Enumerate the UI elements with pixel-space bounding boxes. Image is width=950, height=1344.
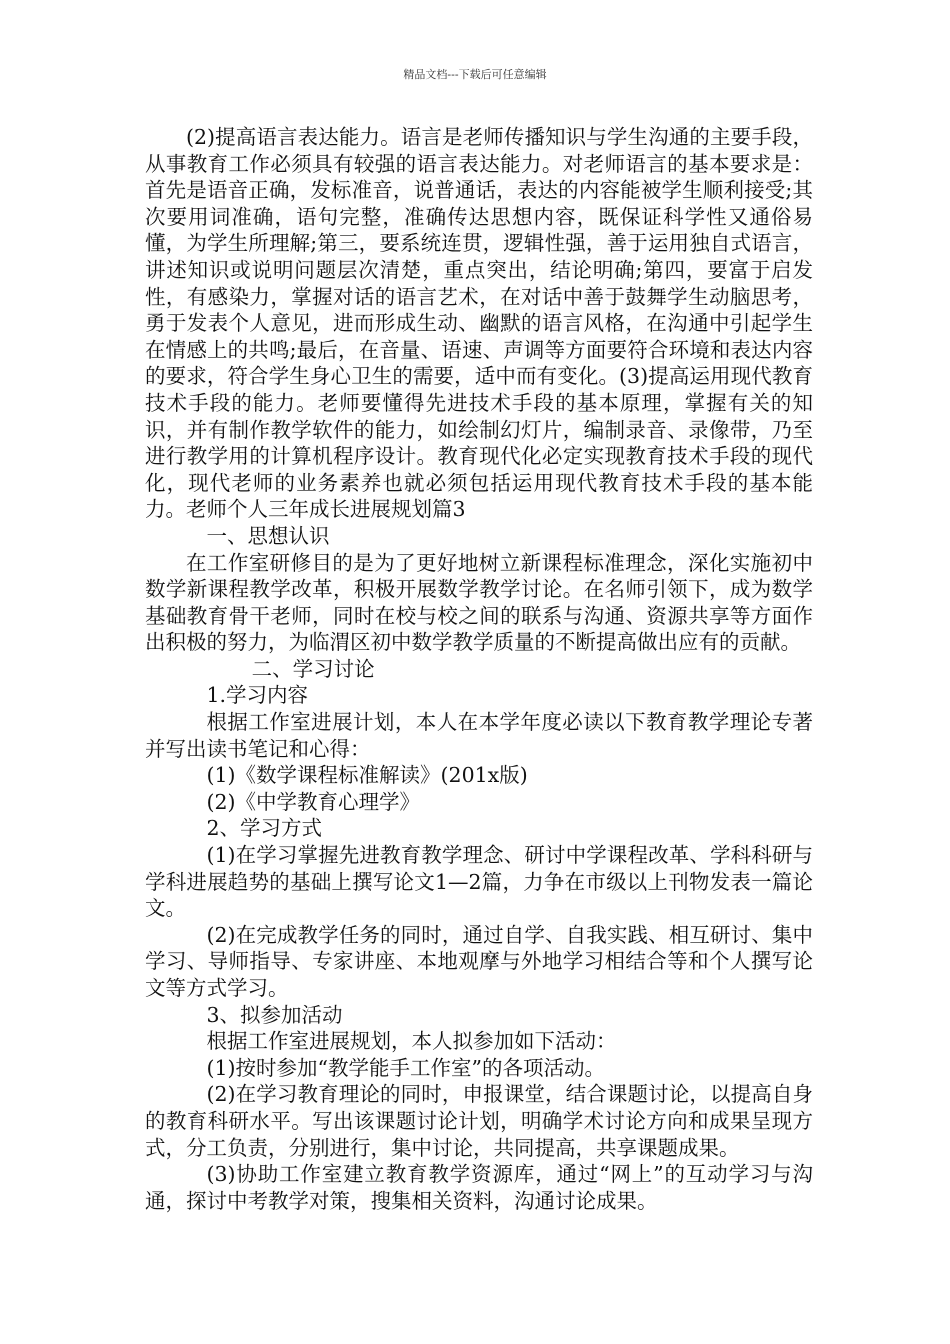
paragraph-language-skills: (2)提高语言表达能力。语言是老师传播知识与学生沟通的主要手段，从事教育工作必须具有较强的语言表达能力。对老师语言的基本要求是：首先是语音正确，发标准音，说普通话，表达的内容能被学生顺利接受;其次要用词准确，语句完整，准确传达思想内容，既保证科学性又通俗易懂，为学生所理解;第三，要系统连贯，逻辑性强，善于运用独自式语言，讲述知识或说明问题层次清楚，重点突出，结论明确;第四，要富于启发性，有感染力，掌握对话的语言艺术，在对话中善于鼓舞学生动脑思考，勇于发表个人意见，进而形成生动、幽默的语言风格，在沟通中引起学生在情感上的共鸣;最后，在音量、语速、声调等方面要符合环境和表达内容的要求，符合学生身心卫生的需要，适中而有变化。(3)提高运用现代教育技术手段的能力。老师要懂得先进技术手段的基本原理，掌握有关的知识，并有制作教学软件的能力，如绘制幻灯片，编制录音、录像带，乃至进行教学用的计算机程序设计。教育现代化必定实现教育技术手段的现代化，现代老师的业务素养也就必须包括运用现代教育技术手段的基本能力。老师个人三年成长进展规划篇3 [145,125,813,522]
paragraph-activities-intro: 根据工作室进展规划，本人拟参加如下活动： [206,1029,617,1054]
list-item-activity-2: (2)在学习教育理论的同时，申报课堂，结合课题讨论，以提高自身的教育科研水平。写出该课题讨论计划，明确学术讨论方向和成果呈现方式，分工负责，分别进行，集中讨论，共同提高，共享课题成果。 [145,1082,813,1160]
section-heading-study: 二、学习讨论 [251,656,375,681]
page-header: 精品文档---下载后可任意编辑 [403,68,547,81]
list-item-method-2: (2)在完成教学任务的同时，通过自学、自我实践、相互研讨、集中学习、导师指导、专家讲座、本地观摩与外地学习相结合等和个人撰写论文等方式学习。 [145,922,813,1000]
list-item-activity-3: (3)协助工作室建立教育教学资源库，通过“网上”的互动学习与沟通，探讨中考教学对策，搜集相关资料，沟通讨论成果。 [145,1162,813,1213]
subheading-activities: 3、拟参加活动 [206,1002,343,1027]
list-item-activity-1: (1)按时参加“教学能手工作室”的各项活动。 [206,1055,605,1080]
list-item-book-1: (1)《数学课程标准解读》(201x版) [206,763,528,788]
paragraph-reading-plan: 根据工作室进展计划，本人在本学年度必读以下教育教学理论专著并写出读书笔记和心得： [145,710,813,761]
list-item-method-1: (1)在学习掌握先进教育教学理念、研讨中学课程改革、学科科研与学科进展趋势的基础上撰写论文1—2篇，力争在市级以上刊物发表一篇论文。 [145,843,813,921]
section-heading-thinking: 一、思想认识 [206,523,330,548]
list-item-book-2: (2)《中学教育心理学》 [206,789,421,814]
subheading-study-method: 2、学习方式 [206,816,323,841]
document-body [145,124,813,1214]
subheading-study-content: 1.学习内容 [206,683,309,708]
paragraph-thinking: 在工作室研修目的是为了更好地树立新课程标准理念，深化实施初中数学新课程教学改革，积极开展数学教学讨论。在名师引领下，成为数学基础教育骨干老师，同时在校与校之间的联系与沟通、资源共享等方面作出积极的努力，为临渭区初中数学教学质量的不断提高做出应有的贡献。 [145,550,813,655]
